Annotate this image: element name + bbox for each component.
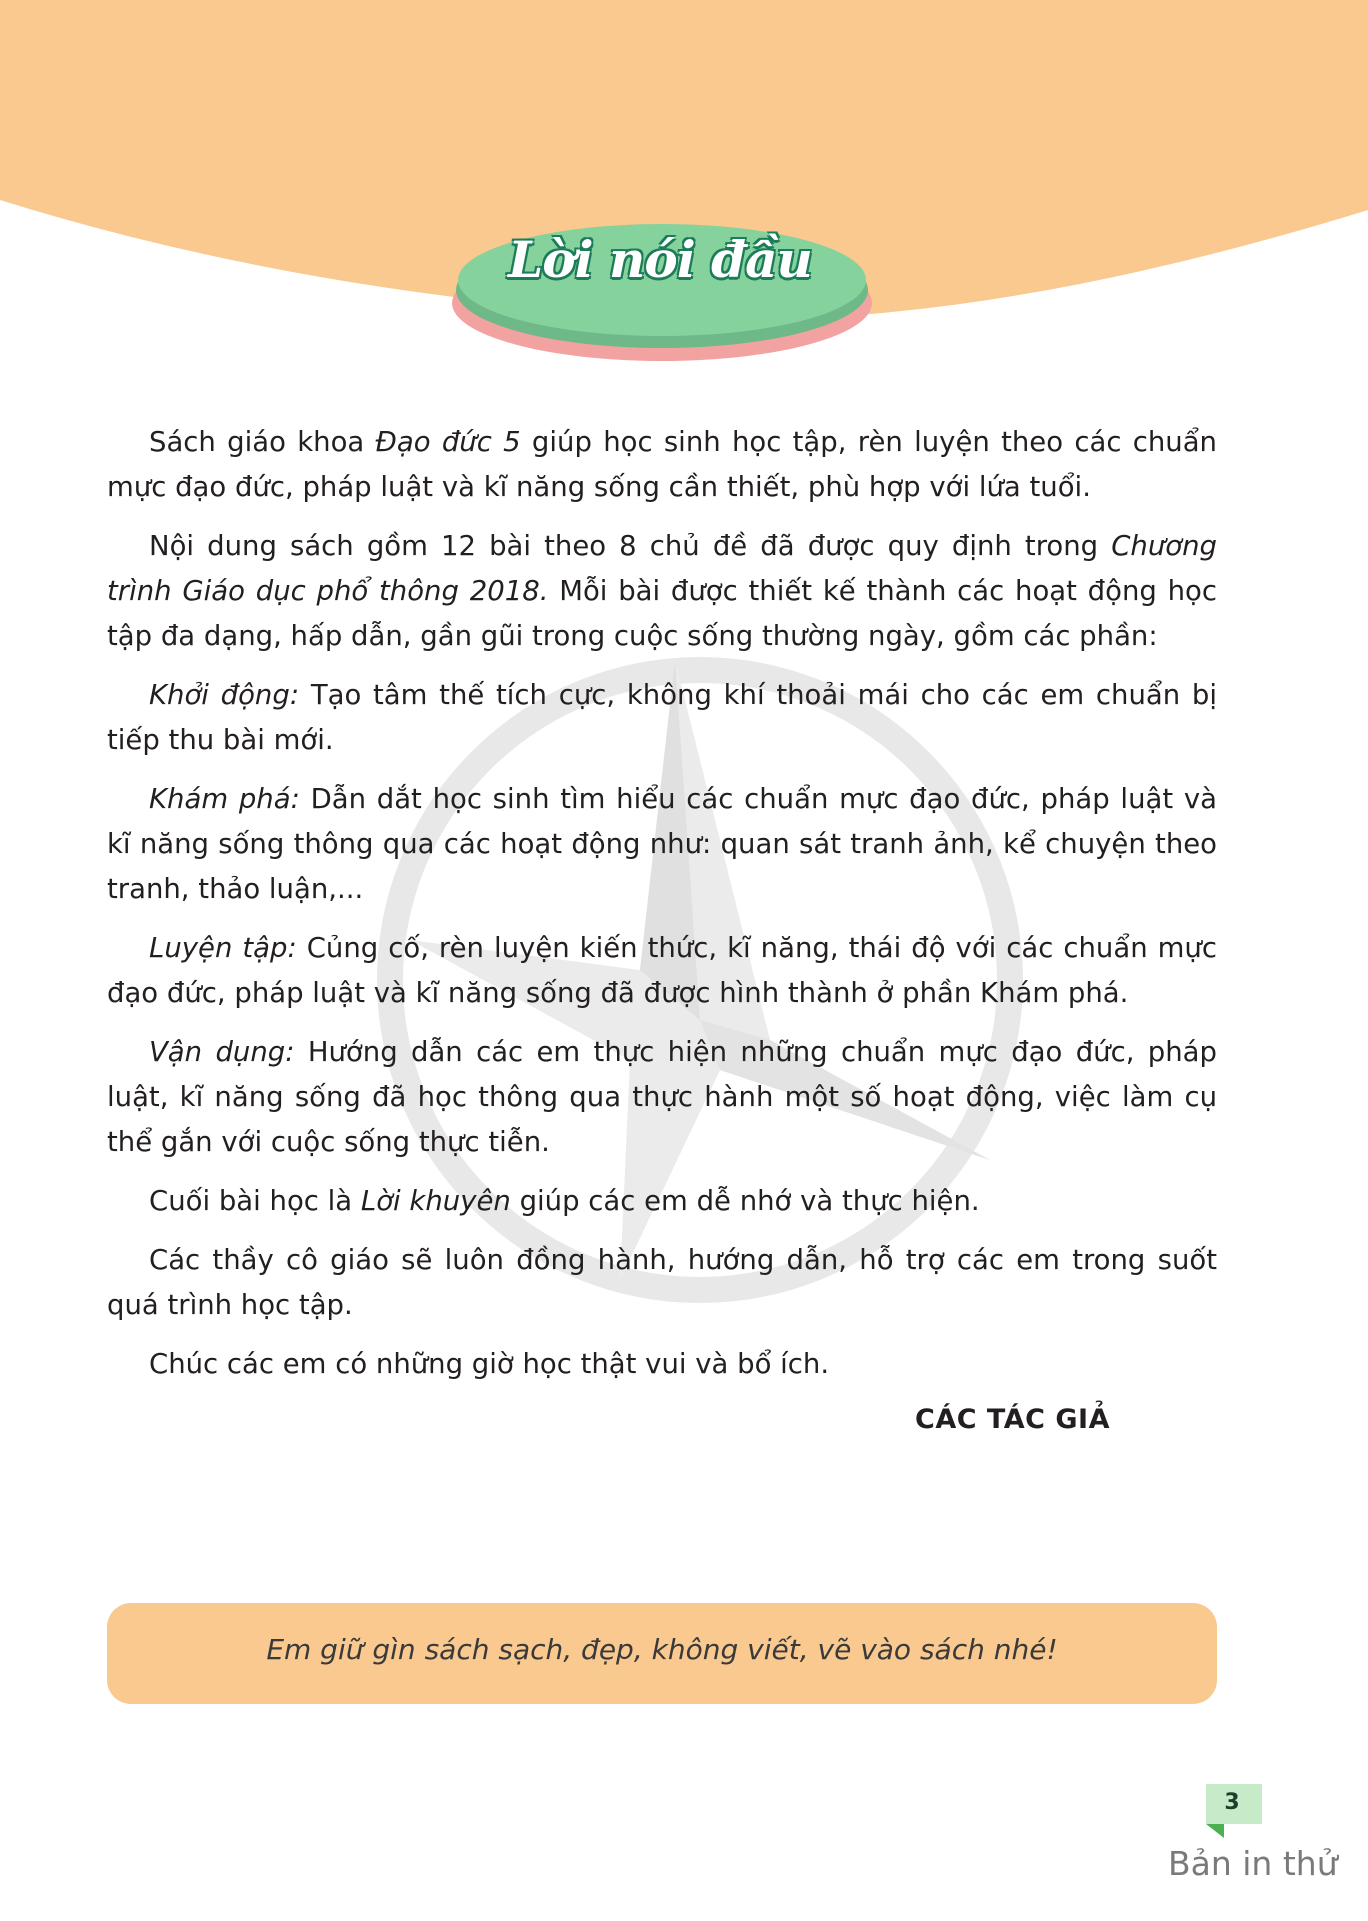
paragraph-text: Các thầy cô giáo sẽ luôn đồng hành, hướng dẫn, hỗ trợ các em trong suốt quá trình học tập. <box>107 1244 1217 1321</box>
paragraph-text: Mỗi bài được thiết kế thành các hoạt động học tập đa dạng, hấp dẫn, gần gũi trong cuộc sống thường ngày, gồm các phần: <box>107 575 1217 652</box>
paragraph-khoi-dong <box>107 673 1217 763</box>
paragraph-content <box>107 524 1217 659</box>
body-text <box>107 420 1217 1401</box>
paragraph-luyen-tap <box>107 926 1217 1016</box>
paragraph-text: Dẫn dắt học sinh tìm hiểu các chuẩn mực đạo đức, pháp luật và kĩ năng sống thông qua các hoạt động như: quan sát tranh ảnh, kể chuyện theo tranh, thảo luận,... <box>107 783 1217 905</box>
paragraph-van-dung <box>107 1030 1217 1165</box>
paragraph-emphasis: Đạo đức 5 <box>375 426 521 458</box>
paragraph-text: Cuối bài học là <box>149 1185 361 1217</box>
paragraph-loi-khuyen <box>107 1179 1217 1224</box>
paragraph-intro <box>107 420 1217 510</box>
paragraph-emphasis: Chương trình Giáo dục phổ thông 2018. <box>107 530 1217 607</box>
paragraph-emphasis: Lời khuyên <box>360 1185 511 1217</box>
paragraph-text: giúp học sinh học tập, rèn luyện theo các chuẩn mực đạo đức, pháp luật và kĩ năng sống cần thiết, phù hợp với lứa tuổi. <box>107 426 1217 503</box>
paragraph-emphasis: Khám phá: <box>149 783 300 815</box>
page-title: Lời nói đầu <box>508 230 812 289</box>
paragraph-emphasis: Vận dụng: <box>149 1036 295 1068</box>
paragraph-text: Củng cố, rèn luyện kiến thức, kĩ năng, thái độ với các chuẩn mực đạo đức, pháp luật và kĩ năng sống đã được hình thành ở phần Khám phá. <box>107 932 1217 1009</box>
paragraph-kham-pha <box>107 777 1217 912</box>
paragraph-text: Nội dung sách gồm 12 bài theo 8 chủ đề đã được quy định trong <box>149 530 1112 562</box>
paragraph-thay-co <box>107 1238 1217 1328</box>
note-box <box>107 1603 1217 1704</box>
signature: CÁC TÁC GIẢ <box>915 1404 1110 1435</box>
paragraph-text: Sách giáo khoa <box>149 426 376 458</box>
note-text: Em giữ gìn sách sạch, đẹp, không viết, vẽ vào sách nhé! <box>266 1633 1058 1666</box>
paragraph-text: Tạo tâm thế tích cực, không khí thoải mái cho các em chuẩn bị tiếp thu bài mới. <box>107 679 1218 756</box>
paragraph-chuc <box>107 1342 1217 1387</box>
paragraph-emphasis: Khởi động: <box>149 679 300 711</box>
page-number: 3 <box>1224 1790 1240 1815</box>
draft-label: Bản in thử <box>1168 1844 1338 1883</box>
paragraph-text: Hướng dẫn các em thực hiện những chuẩn mực đạo đức, pháp luật, kĩ năng sống đã học thông qua thực hành một số hoạt động, việc làm cụ thể gắn với cuộc sống thực tiễn. <box>107 1036 1217 1158</box>
paragraph-text: Chúc các em có những giờ học thật vui và bổ ích. <box>149 1348 830 1380</box>
paragraph-emphasis: Luyện tập: <box>149 932 297 964</box>
paragraph-text: giúp các em dễ nhớ và thực hiện. <box>510 1185 980 1217</box>
